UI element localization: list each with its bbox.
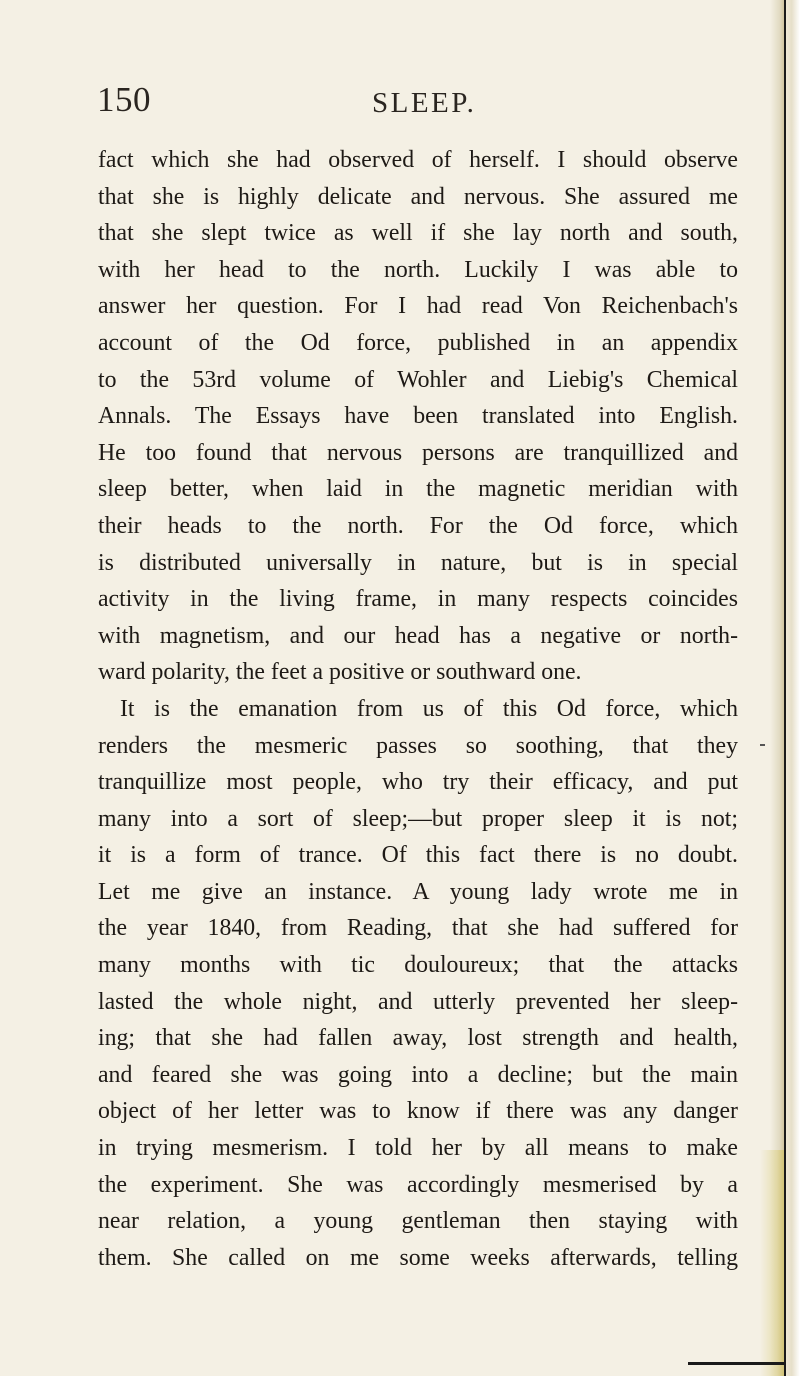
page-number: 150: [97, 80, 151, 119]
bottom-edge-line: [688, 1362, 786, 1365]
text-line: is distributed universally in nature, but is in special: [98, 549, 738, 576]
text-line: that she is highly delicate and nervous. She assured me: [98, 183, 738, 210]
text-line: answer her question. For I had read Von Reichenbach's: [98, 293, 738, 320]
text-line: Let me give an instance. A young lady wrote me in: [98, 878, 738, 905]
text-line: the experiment. She was accordingly mesmerised by a: [98, 1171, 738, 1198]
text-line: that she slept twice as well if she lay north and south,: [98, 220, 738, 247]
text-line: with magnetism, and our head has a negative or north-: [98, 622, 738, 649]
text-line: object of her letter was to know if there was any danger: [98, 1098, 738, 1125]
text-line: lasted the whole night, and utterly prevented her sleep-: [98, 988, 738, 1015]
running-title: SLEEP.: [372, 87, 477, 119]
text-line: He too found that nervous persons are tranquillized and: [98, 439, 738, 466]
text-line: fact which she had observed of herself. I should observe: [98, 147, 738, 173]
text-line: to the 53rd volume of Wohler and Liebig's Chemical: [98, 366, 738, 393]
scan-margin: [786, 0, 800, 1376]
body-text: [98, 142, 738, 1276]
text-line: the year 1840, from Reading, that she had suffered for: [98, 915, 738, 942]
text-line: in trying mesmerism. I told her by all means to make: [98, 1135, 738, 1162]
text-line: with her head to the north. Luckily I was able to: [98, 256, 738, 283]
text-line: renders the mesmeric passes so soothing, that they: [98, 732, 738, 759]
text-line: many months with tic douloureux; that the attacks: [98, 952, 738, 979]
text-line: It is the emanation from us of this Od force, which: [120, 695, 738, 722]
text-line: their heads to the north. For the Od force, which: [98, 512, 738, 539]
text-line: many into a sort of sleep;—but proper sleep it is not;: [98, 805, 738, 832]
text-line: them. She called on me some weeks afterwards, telling: [98, 1244, 738, 1271]
margin-mark: [760, 744, 765, 746]
text-line: and feared she was going into a decline; but the main: [98, 1061, 738, 1088]
text-line: activity in the living frame, in many respects coincides: [98, 586, 738, 613]
text-line: near relation, a young gentleman then staying with: [98, 1208, 738, 1235]
text-line: sleep better, when laid in the magnetic meridian with: [98, 476, 738, 503]
page-edge-tint: [760, 1150, 784, 1376]
text-line: account of the Od force, published in an appendix: [98, 329, 738, 356]
text-line: ward polarity, the feet a positive or southward one.: [98, 659, 582, 686]
text-line: it is a form of trance. Of this fact there is no doubt.: [98, 842, 738, 869]
running-header: [0, 80, 786, 124]
text-line: Annals. The Essays have been translated into English.: [98, 403, 738, 430]
text-line: tranquillize most people, who try their efficacy, and put: [98, 769, 738, 796]
text-line: ing; that she had fallen away, lost strength and health,: [98, 1025, 738, 1052]
